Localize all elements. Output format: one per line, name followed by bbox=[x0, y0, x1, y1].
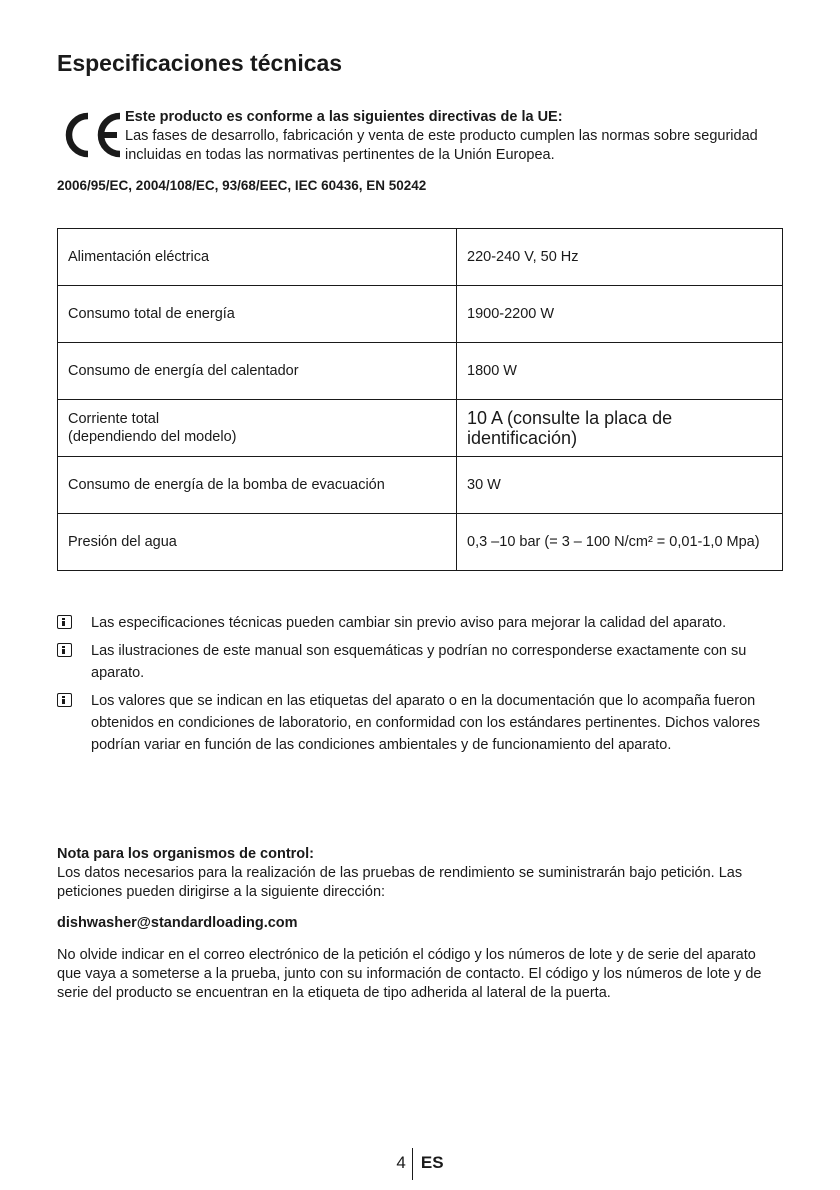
spec-label: Consumo total de energía bbox=[58, 286, 457, 343]
ce-text bbox=[125, 108, 805, 165]
spec-value: 10 A (consulte la placa de identificación) bbox=[457, 400, 783, 457]
ce-mark-icon bbox=[57, 110, 123, 160]
list-item bbox=[57, 612, 787, 634]
table-row bbox=[58, 514, 783, 571]
page-title: Especificaciones técnicas bbox=[57, 50, 343, 76]
spec-value: 220-240 V, 50 Hz bbox=[457, 229, 783, 286]
spec-value: 1900-2200 W bbox=[457, 286, 783, 343]
info-icon bbox=[57, 643, 72, 657]
spec-value: 0,3 –10 bar (= 3 – 100 N/cm² = 0,01-1,0 Mpa) bbox=[457, 514, 783, 571]
language-code: ES bbox=[420, 1153, 444, 1172]
table-row bbox=[58, 229, 783, 286]
spec-label: Corriente total (dependiendo del modelo) bbox=[58, 400, 457, 457]
table-row bbox=[58, 457, 783, 514]
ce-description: Las fases de desarrollo, fabricación y venta de este producto cumplen las normas sobre seguridad incluidas en todas las normativas pertinentes de la Unión Europea. bbox=[125, 128, 758, 163]
directives-list: 2006/95/EC, 2004/108/EC, 93/68/EEC, IEC 60436, EN 50242 bbox=[57, 178, 427, 193]
control-title: Nota para los organismos de control: bbox=[57, 846, 315, 862]
info-icon bbox=[57, 615, 72, 629]
list-item bbox=[57, 690, 787, 756]
notes-list bbox=[57, 612, 787, 762]
table-row bbox=[58, 286, 783, 343]
page-footer bbox=[0, 1148, 840, 1180]
table-row bbox=[58, 343, 783, 400]
specifications-table bbox=[57, 228, 783, 571]
spec-value: 1800 W bbox=[457, 343, 783, 400]
spec-label: Alimentación eléctrica bbox=[58, 229, 457, 286]
page-number: 4 bbox=[396, 1153, 406, 1172]
spec-label: Presión del agua bbox=[58, 514, 457, 571]
spec-label: Consumo de energía de la bomba de evacuación bbox=[58, 457, 457, 514]
note-text: Las ilustraciones de este manual son esquemáticas y podrían no corresponderse exactamente con su aparato. bbox=[91, 643, 747, 681]
info-icon bbox=[57, 693, 72, 707]
control-instructions: No olvide indicar en el correo electrónico de la petición el código y los números de lote y de serie del aparato que vaya a someterse a la prueba, junto con su información de contacto. El código y los números de lote y de serie del producto se encuentran en la etiqueta de tipo adherida al lateral de la puerta. bbox=[57, 947, 762, 1001]
spec-value: 30 W bbox=[457, 457, 783, 514]
note-text: Las especificaciones técnicas pueden cambiar sin previo aviso para mejorar la calidad del aparato. bbox=[91, 615, 727, 631]
ce-heading: Este producto es conforme a las siguientes directivas de la UE: bbox=[125, 109, 563, 125]
control-bodies-note bbox=[57, 845, 777, 1003]
contact-email: dishwasher@standardloading.com bbox=[57, 915, 298, 931]
list-item bbox=[57, 640, 787, 684]
table-row bbox=[58, 400, 783, 457]
note-text: Los valores que se indican en las etiquetas del aparato o en la documentación que lo acompaña fueron obtenidos en condiciones de laboratorio, en conformidad con los estándares pertinentes. Dichos valores podrían variar en función de las condiciones ambientales y de funcionamiento del aparato. bbox=[91, 693, 761, 753]
control-text: Los datos necesarios para la realización de las pruebas de rendimiento se suministrarán bajo petición. Las peticiones pueden dirigirse a la siguiente dirección: bbox=[57, 865, 743, 900]
spec-label: Consumo de energía del calentador bbox=[58, 343, 457, 400]
